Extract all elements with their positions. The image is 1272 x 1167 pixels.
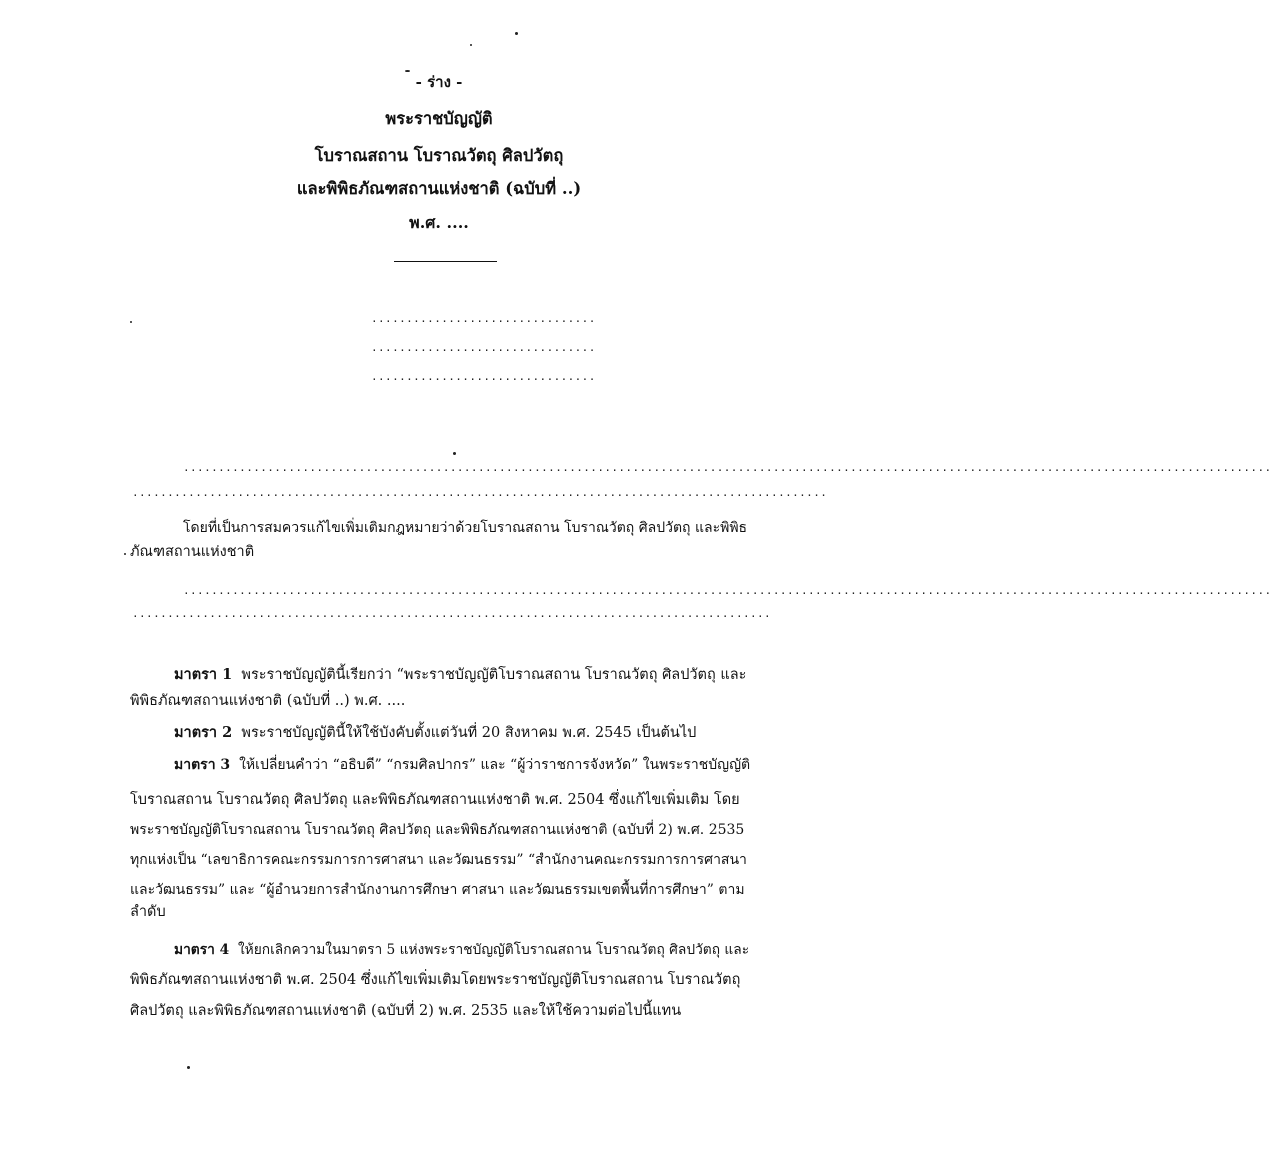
section-1-line-1 [174,665,746,685]
preamble-dots-3: ........................................................................................................................................................... [183,584,1272,597]
section-4-line-3: ศิลปวัตถุ และพิพิธภัณฑสถานแห่งชาติ (ฉบับที่ 2) พ.ศ. 2535 และให้ใช้ความต่อไปนี้แทน [130,1003,682,1019]
preamble-dots-1: ........................................................................................................................................................... [183,461,1272,474]
preamble-dots-2: ................................................................................................... [132,486,828,499]
section-3-label: มาตรา 3 [174,757,231,773]
section-2-line-1 [174,723,696,743]
section-3-line-2: โบราณสถาน โบราณวัตถุ ศิลปวัตถุ และพิพิธภัณฑสถานแห่งชาติ พ.ศ. 2504 ซึ่งแก้ไขเพิ่มเติม โดย [130,792,740,808]
section-1-label: มาตรา 1 [174,666,233,683]
signature-dots-2: ................................ [371,341,596,354]
act-subtitle-1: โบราณสถาน โบราณวัตถุ ศิลปวัตถุ [314,146,564,165]
scan-speck [515,32,518,35]
signature-dots-3: ................................ [371,370,596,383]
section-4-text: ให้ยกเลิกความในมาตรา 5 แห่งพระราชบัญญัติโบราณสถาน โบราณวัตถุ ศิลปวัตถุ และ [237,942,750,958]
scan-speck [453,452,456,455]
scan-speck [130,321,132,323]
title-divider [394,261,497,262]
section-4-line-2: พิพิธภัณฑสถานแห่งชาติ พ.ศ. 2504 ซึ่งแก้ไขเพิ่มเติมโดยพระราชบัญญัติโบราณสถาน โบราณวัตถุ [130,972,741,988]
preamble-reason-line-2: ภัณฑสถานแห่งชาติ [130,544,255,560]
draft-label: - ร่าง - [415,73,463,91]
section-1-text: พระราชบัญญัตินี้เรียกว่า “พระราชบัญญัติโบราณสถาน โบราณวัตถุ ศิลปวัตถุ และ [241,667,747,683]
section-3-line-4: ทุกแห่งเป็น “เลขาธิการคณะกรรมการการศาสนา และวัฒนธรรม” “สำนักงานคณะกรรมการการศาสนา [130,852,747,868]
section-3-line-5: และวัฒนธรรม” และ “ผู้อำนวยการสำนักงานการศึกษา ศาสนา และวัฒนธรรมเขตพื้นที่การศึกษา” ตาม [130,882,745,898]
section-4-label: มาตรา 4 [174,942,230,958]
scan-speck [187,1066,190,1069]
scan-speck [124,553,126,555]
scan-speck [470,44,472,46]
act-title: พระราชบัญญัติ [385,109,493,128]
section-3-text: ให้เปลี่ยนคำว่า “อธิบดี” “กรมศิลปากร” และ “ผู้ว่าราชการจังหวัด” ในพระราชบัญญัติ [239,757,751,773]
act-year: พ.ศ. .... [409,213,469,232]
preamble-reason-line-1: โดยที่เป็นการสมควรแก้ไขเพิ่มเติมกฎหมายว่าด้วยโบราณสถาน โบราณวัตถุ ศิลปวัตถุ และพิพิธ [183,520,748,536]
section-2-label: มาตรา 2 [174,724,233,741]
section-3-line-6: ลำดับ [130,904,166,920]
section-1-line-2: พิพิธภัณฑสถานแห่งชาติ (ฉบับที่ ..) พ.ศ. .... [130,693,406,709]
section-3-line-3: พระราชบัญญัติโบราณสถาน โบราณวัตถุ ศิลปวัตถุ และพิพิธภัณฑสถานแห่งชาติ (ฉบับที่ 2) พ.ศ. 2535 [130,822,745,838]
section-4-line-1 [174,940,749,960]
section-3-line-1 [174,755,750,775]
preamble-dots-4: ........................................................................................... [132,607,772,620]
section-2-text: พระราชบัญญัตินี้ให้ใช้บังคับตั้งแต่วันที่ 20 สิงหาคม พ.ศ. 2545 เป็นต้นไป [241,725,697,741]
act-subtitle-2: และพิพิธภัณฑสถานแห่งชาติ (ฉบับที่ ..) [296,179,582,198]
signature-dots-1: ................................ [371,312,596,325]
